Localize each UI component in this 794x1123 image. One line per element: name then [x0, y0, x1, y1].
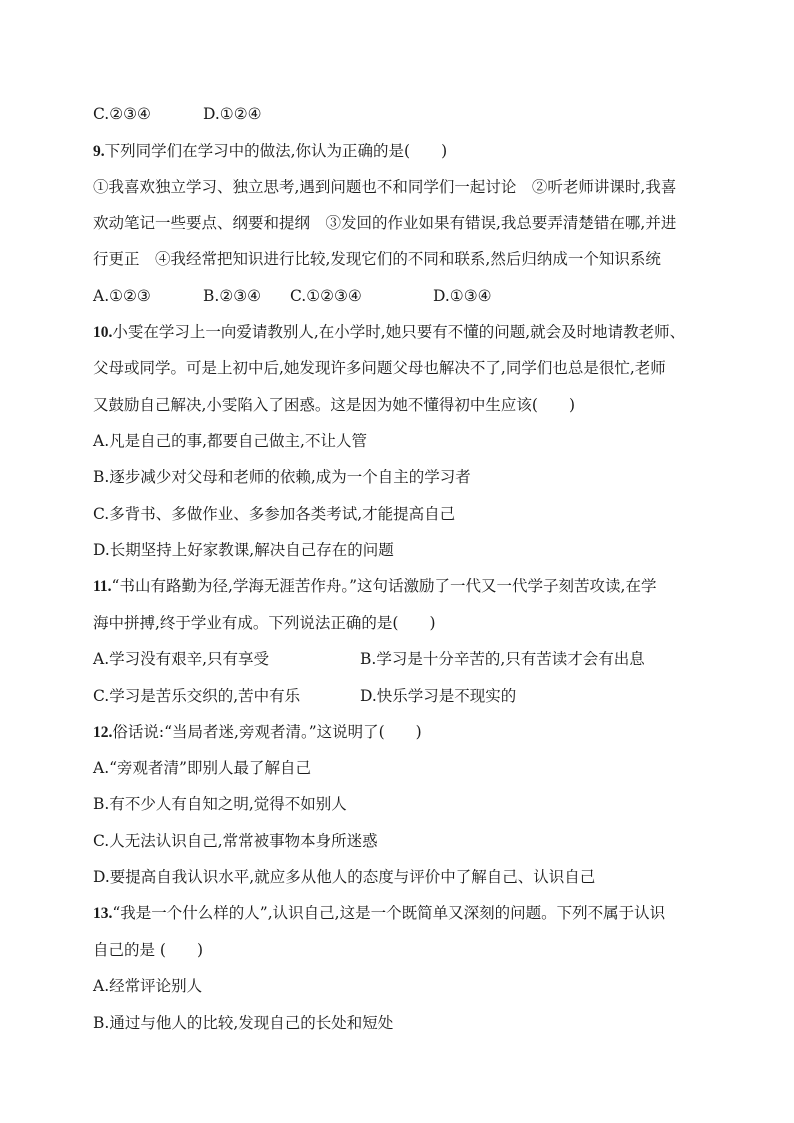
- q8-option-d: D.①②④: [203, 105, 262, 123]
- q10-stem-line: [93, 322, 685, 343]
- q9-number: 9.: [93, 143, 105, 160]
- q12-number: 12.: [93, 724, 113, 741]
- q11-number: 11.: [93, 578, 112, 595]
- q11-option-a: A.学习没有艰辛,只有享受: [93, 650, 270, 668]
- q13-option-a: A.经常评论别人: [93, 977, 203, 995]
- q10-stem-line: 又鼓励自己解决,小雯陷入了困惑。这是因为她不懂得初中生应该( ): [93, 396, 576, 414]
- q9-option-c: C.①②③④: [290, 287, 362, 305]
- q9-option-a: A.①②③: [93, 287, 151, 305]
- q12-stem-text: 俗话说:“当局者迷,旁观者清。”这说明了( ): [112, 723, 422, 741]
- q11-stem-line: [93, 576, 657, 597]
- q11-option-c: C.学习是苦乐交织的,苦中有乐: [93, 687, 301, 705]
- q12-option-a: A.“旁观者清”即别人最了解自己: [93, 759, 311, 777]
- q11-option-d: D.快乐学习是不现实的: [360, 687, 517, 705]
- q11-stem-text: “书山有路勤为径,学海无涯苦作舟。”这句话激励了一代又一代学子刻苦攻读,在学: [111, 577, 657, 595]
- q13-number: 13.: [93, 905, 113, 922]
- q9-stem-text: 下列同学们在学习中的做法,你认为正确的是( ): [104, 142, 448, 160]
- q8-option-c: C.②③④: [93, 105, 151, 123]
- q13-stem-line: 自己的是 ( ): [93, 941, 204, 959]
- q10-number: 10.: [93, 324, 113, 341]
- q13-stem-text: “我是一个什么样的人”,认识自己,这是一个既简单又深刻的问题。下列不属于认识: [112, 904, 666, 922]
- q9-statement-line: 行更正 ④我经常把知识进行比较,发现它们的不同和联系,然后归纳成一个知识系统: [93, 250, 661, 268]
- q10-stem-line: 父母或同学。可是上初中后,她发现许多问题父母也解决不了,同学们也总是很忙,老师: [93, 359, 666, 377]
- q10-option-c: C.多背书、多做作业、多参加各类考试,才能提高自己: [93, 505, 456, 523]
- q9-statement-line: ①我喜欢独立学习、独立思考,遇到问题也不和同学们一起讨论 ②听老师讲课时,我喜: [93, 178, 677, 196]
- q9-statement-line: 欢动笔记一些要点、纲要和提纲 ③发回的作业如果有错误,我总要弄清楚错在哪,并进: [93, 214, 677, 232]
- q9-option-d: D.①③④: [433, 287, 492, 305]
- q13-option-b: B.通过与他人的比较,发现自己的长处和短处: [93, 1014, 394, 1032]
- q12-option-d: D.要提高自我认识水平,就应多从他人的态度与评价中了解自己、认识自己: [93, 868, 596, 886]
- q12-stem: [93, 722, 422, 743]
- q11-option-b: B.学习是十分辛苦的,只有苦读才会有出息: [360, 650, 645, 668]
- q10-stem-text: 小雯在学习上一向爱请教别人,在小学时,她只要有不懂的问题,就会及时地请教老师、: [112, 323, 686, 341]
- q12-option-b: B.有不少人有自知之明,觉得不如别人: [93, 795, 347, 813]
- q10-option-a: A.凡是自己的事,都要自己做主,不让人管: [93, 432, 367, 450]
- q9-stem: [93, 141, 447, 162]
- q12-option-c: C.人无法认识自己,常常被事物本身所迷惑: [93, 832, 378, 850]
- q11-stem-line: 海中拼搏,终于学业有成。下列说法正确的是( ): [93, 614, 436, 632]
- q13-stem-line: [93, 903, 665, 924]
- q10-option-d: D.长期坚持上好家教课,解决自己存在的问题: [93, 541, 394, 559]
- q10-option-b: B.逐步减少对父母和老师的依赖,成为一个自主的学习者: [93, 468, 471, 486]
- q9-option-b: B.②③④: [203, 287, 262, 305]
